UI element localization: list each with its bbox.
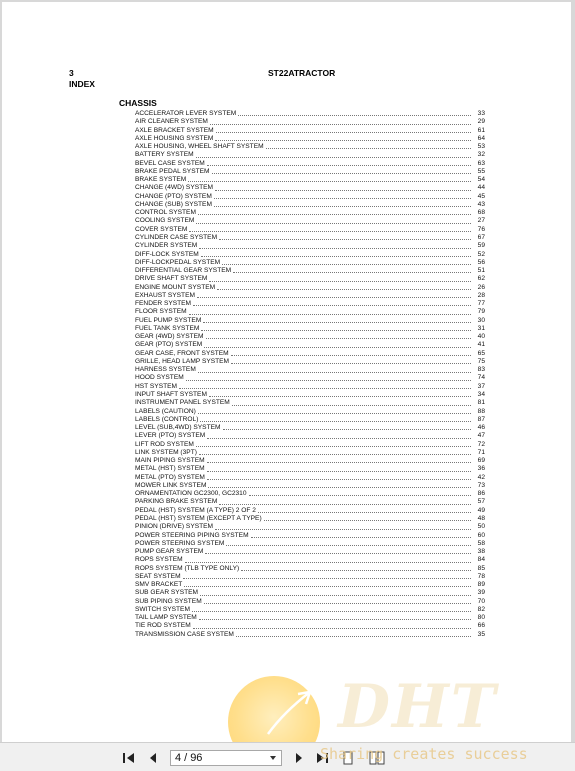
entry-page: 52 xyxy=(477,250,485,258)
index-entry xyxy=(135,284,485,292)
index-entry xyxy=(135,333,485,341)
entry-page: 38 xyxy=(477,548,485,556)
entry-title: METAL (HST) SYSTEM xyxy=(135,465,205,473)
dot-leader xyxy=(214,206,471,207)
entry-title: GEAR (4WD) SYSTEM xyxy=(135,333,204,341)
index-entry xyxy=(135,540,485,548)
entry-page: 33 xyxy=(477,109,485,117)
entry-title: COVER SYSTEM xyxy=(135,225,188,233)
entry-page: 56 xyxy=(477,258,485,266)
dot-leader xyxy=(236,636,471,637)
entry-page: 48 xyxy=(477,515,485,522)
dot-leader xyxy=(217,289,471,290)
entry-page: 87 xyxy=(477,415,485,423)
dot-leader xyxy=(210,124,471,125)
index-entry xyxy=(135,532,485,540)
entry-page: 73 xyxy=(477,481,485,489)
dot-leader xyxy=(231,363,471,364)
dot-leader xyxy=(233,272,471,273)
page-separator: / xyxy=(184,752,188,764)
index-entry xyxy=(135,441,485,449)
index-entry xyxy=(135,507,485,515)
dot-leader xyxy=(232,405,471,406)
entry-title: BRAKE PEDAL SYSTEM xyxy=(135,167,210,175)
dot-leader xyxy=(196,223,471,224)
index-entry xyxy=(135,259,485,267)
dot-leader xyxy=(199,248,471,249)
index-entry xyxy=(135,234,485,242)
entry-title: LIFT ROD SYSTEM xyxy=(135,440,194,448)
entry-page: 26 xyxy=(477,283,485,291)
index-entry xyxy=(135,193,485,201)
index-entry xyxy=(135,184,485,192)
entry-page: 31 xyxy=(477,324,485,332)
entry-page: 61 xyxy=(477,126,485,134)
entry-title: AXLE HOUSING SYSTEM xyxy=(135,134,214,142)
next-page-icon[interactable] xyxy=(292,751,306,765)
entry-page: 50 xyxy=(477,523,485,531)
entry-page: 43 xyxy=(477,200,485,208)
entry-title: CYLINDER CASE SYSTEM xyxy=(135,233,218,241)
dot-leader xyxy=(251,537,471,538)
dot-leader xyxy=(200,595,471,596)
dot-leader xyxy=(193,305,471,306)
index-entry xyxy=(135,300,485,308)
entry-page: 30 xyxy=(477,316,485,324)
entry-page: 28 xyxy=(477,291,485,299)
entry-title: POWER STEERING PIPING SYSTEM xyxy=(135,531,249,539)
index-entry xyxy=(135,631,485,639)
entry-title: AIR CLEANER SYSTEM xyxy=(135,118,208,126)
entry-title: GRILLE, HEAD LAMP SYSTEM xyxy=(135,357,230,365)
entry-page: 88 xyxy=(477,407,485,415)
index-entry xyxy=(135,325,485,333)
index-entry xyxy=(135,317,485,325)
entry-title: SUB GEAR SYSTEM xyxy=(135,589,199,597)
entry-page: 78 xyxy=(477,572,485,580)
entry-title: MOWER LINK SYSTEM xyxy=(135,481,207,489)
index-list xyxy=(135,110,485,639)
dot-leader xyxy=(222,264,471,265)
dot-leader xyxy=(216,132,471,133)
entry-title: FUEL TANK SYSTEM xyxy=(135,324,200,332)
entry-title: DIFFERENTIAL GEAR SYSTEM xyxy=(135,267,232,275)
dot-leader xyxy=(241,570,471,571)
dot-leader xyxy=(219,504,471,505)
index-entry xyxy=(135,217,485,225)
watermark-slogan: Sharing creates success xyxy=(320,745,528,763)
entry-title: SEAT SYSTEM xyxy=(135,572,181,580)
viewer-frame-left xyxy=(0,0,2,742)
index-entry xyxy=(135,424,485,432)
index-entry xyxy=(135,589,485,597)
dot-leader xyxy=(205,553,471,554)
index-entry xyxy=(135,490,485,498)
index-entry xyxy=(135,416,485,424)
index-heading: INDEX xyxy=(69,79,95,89)
dot-leader xyxy=(198,413,471,414)
entry-title: SWITCH SYSTEM xyxy=(135,605,190,613)
dot-leader xyxy=(201,256,471,257)
entry-page: 62 xyxy=(477,275,485,283)
entry-title: ROPS SYSTEM xyxy=(135,556,183,564)
prev-page-icon[interactable] xyxy=(146,751,160,765)
dot-leader xyxy=(231,355,471,356)
index-entry xyxy=(135,375,485,383)
dot-leader xyxy=(198,372,471,373)
entry-title: GEAR CASE, FRONT SYSTEM xyxy=(135,349,229,357)
entry-title: AXLE BRACKET SYSTEM xyxy=(135,126,214,134)
section-heading: CHASSIS xyxy=(119,98,157,108)
entry-page: 82 xyxy=(477,605,485,613)
index-entry xyxy=(135,341,485,349)
dot-leader xyxy=(189,231,471,232)
entry-title: HOOD SYSTEM xyxy=(135,374,184,382)
index-entry xyxy=(135,622,485,630)
entry-title: PARKING BRAKE SYSTEM xyxy=(135,498,218,506)
dot-leader xyxy=(199,619,471,620)
dot-leader xyxy=(207,438,471,439)
entry-title: LINK SYSTEM (3PT) xyxy=(135,448,197,456)
entry-title: BEVEL CASE SYSTEM xyxy=(135,159,205,167)
entry-page: 64 xyxy=(477,134,485,142)
index-entry xyxy=(135,498,485,506)
dot-leader xyxy=(207,471,471,472)
entry-title: LEVEL (SUB,4WD) SYSTEM xyxy=(135,424,221,432)
dot-leader xyxy=(215,529,471,530)
entry-title: CHANGE (SUB) SYSTEM xyxy=(135,200,212,208)
index-entry xyxy=(135,209,485,217)
dot-leader xyxy=(214,198,471,199)
chevron-down-icon xyxy=(270,756,276,760)
entry-page: 37 xyxy=(477,382,485,390)
entry-page: 55 xyxy=(477,167,485,175)
index-entry xyxy=(135,135,485,143)
entry-title: FUEL PUMP SYSTEM xyxy=(135,316,202,324)
dot-leader xyxy=(197,297,471,298)
entry-title: ENGINE MOUNT SYSTEM xyxy=(135,283,216,291)
entry-title: MAIN PIPING SYSTEM xyxy=(135,457,205,465)
dot-leader xyxy=(209,281,471,282)
entry-title: LABELS (CAUTION) xyxy=(135,407,196,415)
entry-page: 51 xyxy=(477,267,485,275)
page-selector[interactable] xyxy=(170,750,282,766)
entry-page: 47 xyxy=(477,432,485,440)
entry-page: 41 xyxy=(477,341,485,349)
dot-leader xyxy=(207,462,471,463)
index-entry xyxy=(135,432,485,440)
index-entry xyxy=(135,482,485,490)
entry-page: 77 xyxy=(477,300,485,308)
entry-page: 49 xyxy=(477,506,485,514)
dot-leader xyxy=(223,429,472,430)
index-entry xyxy=(135,110,485,118)
entry-page: 68 xyxy=(477,209,485,217)
entry-page: 34 xyxy=(477,391,485,399)
dot-leader xyxy=(198,214,471,215)
entry-page: 39 xyxy=(477,589,485,597)
dot-leader xyxy=(193,628,471,629)
viewer-toolbar xyxy=(0,742,575,771)
index-entry xyxy=(135,308,485,316)
index-entry xyxy=(135,143,485,151)
index-entry xyxy=(135,292,485,300)
entry-page: 46 xyxy=(477,424,485,432)
entry-title: DIFF-LOCK SYSTEM xyxy=(135,250,199,258)
index-entry xyxy=(135,606,485,614)
index-entry xyxy=(135,251,485,259)
dot-leader xyxy=(212,173,471,174)
index-entry xyxy=(135,465,485,473)
entry-title: HARNESS SYSTEM xyxy=(135,366,196,374)
dot-leader xyxy=(189,314,471,315)
index-entry xyxy=(135,399,485,407)
dot-leader xyxy=(226,545,471,546)
entry-page: 42 xyxy=(477,473,485,481)
index-entry xyxy=(135,226,485,234)
entry-title: EXHAUST SYSTEM xyxy=(135,291,195,299)
dot-leader xyxy=(264,520,471,521)
dot-leader xyxy=(201,330,471,331)
entry-title: SUB PIPING SYSTEM xyxy=(135,597,202,605)
entry-title: TIE ROD SYSTEM xyxy=(135,622,191,630)
index-entry xyxy=(135,391,485,399)
index-entry xyxy=(135,548,485,556)
dot-leader xyxy=(208,487,471,488)
dot-leader xyxy=(204,347,471,348)
entry-page: 35 xyxy=(477,630,485,638)
index-entry xyxy=(135,242,485,250)
watermark-logo-text: DHT xyxy=(338,672,498,742)
dot-leader xyxy=(196,157,471,158)
dot-leader xyxy=(204,603,471,604)
entry-page: 70 xyxy=(477,597,485,605)
entry-title: HST SYSTEM xyxy=(135,382,178,390)
entry-title: BRAKE SYSTEM xyxy=(135,176,187,184)
entry-title: FLOOR SYSTEM xyxy=(135,308,187,316)
dot-leader xyxy=(209,396,471,397)
entry-page: 79 xyxy=(477,308,485,316)
index-entry xyxy=(135,350,485,358)
entry-title: POWER STEERING SYSTEM xyxy=(135,539,225,547)
entry-page: 71 xyxy=(477,448,485,456)
index-entry xyxy=(135,515,485,523)
entry-page: 81 xyxy=(477,399,485,407)
entry-title: SMV BRACKET xyxy=(135,581,183,589)
entry-title: TAIL LAMP SYSTEM xyxy=(135,614,197,622)
entry-page: 40 xyxy=(477,333,485,341)
arrow-icon xyxy=(258,682,318,742)
index-entry xyxy=(135,275,485,283)
entry-page: 86 xyxy=(477,490,485,498)
index-entry xyxy=(135,614,485,622)
index-entry xyxy=(135,358,485,366)
entry-page: 75 xyxy=(477,357,485,365)
entry-page: 27 xyxy=(477,217,485,225)
entry-page: 83 xyxy=(477,366,485,374)
dot-leader xyxy=(215,190,471,191)
current-page: 4 xyxy=(175,752,182,764)
entry-title: PEDAL (HST) SYSTEM (EXCEPT A TYPE) xyxy=(135,515,262,522)
entry-title: LEVER (PTO) SYSTEM xyxy=(135,432,206,440)
entry-page: 66 xyxy=(477,622,485,630)
entry-page: 58 xyxy=(477,539,485,547)
entry-title: ROPS SYSTEM (TLB TYPE ONLY) xyxy=(135,564,240,572)
index-entry xyxy=(135,449,485,457)
dot-leader xyxy=(219,239,471,240)
entry-title: CHANGE (PTO) SYSTEM xyxy=(135,192,212,200)
index-entry xyxy=(135,565,485,573)
entry-title: PINION (DRIVE) SYSTEM xyxy=(135,523,214,531)
index-entry xyxy=(135,523,485,531)
entry-title: LABELS (CONTROL) xyxy=(135,415,199,423)
entry-page: 72 xyxy=(477,440,485,448)
index-entry xyxy=(135,383,485,391)
index-entry xyxy=(135,474,485,482)
entry-title: BATTERY SYSTEM xyxy=(135,151,194,159)
entry-title: ORNAMENTATION GC2300, GC2310 xyxy=(135,490,247,498)
index-entry xyxy=(135,267,485,275)
index-entry xyxy=(135,160,485,168)
index-entry xyxy=(135,118,485,126)
viewer-frame-right xyxy=(571,0,575,742)
entry-title: DRIVE SHAFT SYSTEM xyxy=(135,275,208,283)
dot-leader xyxy=(185,562,471,563)
index-entry xyxy=(135,598,485,606)
entry-page: 63 xyxy=(477,159,485,167)
entry-page: 69 xyxy=(477,457,485,465)
dot-leader xyxy=(184,586,471,587)
dot-leader xyxy=(238,115,471,116)
entry-title: ACCELERATOR LEVER SYSTEM xyxy=(135,109,237,117)
entry-title: PEDAL (HST) SYSTEM (A TYPE) 2 OF 2 xyxy=(135,506,256,514)
dot-leader xyxy=(203,322,471,323)
entry-page: 67 xyxy=(477,233,485,241)
index-entry xyxy=(135,408,485,416)
index-entry xyxy=(135,176,485,184)
dot-leader xyxy=(249,495,471,496)
entry-title: METAL (PTO) SYSTEM xyxy=(135,473,205,481)
entry-page: 80 xyxy=(477,614,485,622)
entry-page: 36 xyxy=(477,465,485,473)
index-entry xyxy=(135,457,485,465)
entry-page: 85 xyxy=(477,564,485,572)
dot-leader xyxy=(215,140,471,141)
total-pages: 96 xyxy=(190,752,203,764)
index-entry xyxy=(135,366,485,374)
entry-title: INPUT SHAFT SYSTEM xyxy=(135,391,207,399)
dot-leader xyxy=(199,454,471,455)
entry-page: 54 xyxy=(477,176,485,184)
entry-page: 44 xyxy=(477,184,485,192)
entry-title: CHANGE (4WD) SYSTEM xyxy=(135,184,214,192)
index-entry xyxy=(135,151,485,159)
index-entry xyxy=(135,127,485,135)
entry-page: 53 xyxy=(477,143,485,151)
entry-page: 89 xyxy=(477,581,485,589)
entry-title: AXLE HOUSING, WHEEL SHAFT SYSTEM xyxy=(135,143,264,151)
entry-page: 60 xyxy=(477,531,485,539)
page-number: 3 xyxy=(69,68,74,78)
entry-title: CONTROL SYSTEM xyxy=(135,209,196,217)
entry-title: TRANSMISSION CASE SYSTEM xyxy=(135,630,234,638)
entry-title: GEAR (PTO) SYSTEM xyxy=(135,341,203,349)
dot-leader xyxy=(192,611,471,612)
entry-page: 76 xyxy=(477,225,485,233)
entry-page: 84 xyxy=(477,556,485,564)
entry-title: DIFF-LOCKPEDAL SYSTEM xyxy=(135,258,221,266)
dot-leader xyxy=(207,479,471,480)
entry-page: 45 xyxy=(477,192,485,200)
entry-page: 65 xyxy=(477,349,485,357)
index-entry xyxy=(135,556,485,564)
dot-leader xyxy=(266,148,471,149)
dot-leader xyxy=(258,512,471,513)
dot-leader xyxy=(179,388,471,389)
entry-page: 59 xyxy=(477,242,485,250)
dot-leader xyxy=(188,181,471,182)
dot-leader xyxy=(186,380,471,381)
entry-page: 29 xyxy=(477,118,485,126)
viewer-frame-top xyxy=(0,0,575,2)
dot-leader xyxy=(183,578,471,579)
index-entry xyxy=(135,573,485,581)
entry-title: CYLINDER SYSTEM xyxy=(135,242,198,250)
entry-page: 32 xyxy=(477,151,485,159)
dot-leader xyxy=(200,421,471,422)
entry-page: 57 xyxy=(477,498,485,506)
dot-leader xyxy=(207,165,471,166)
entry-title: COOLING SYSTEM xyxy=(135,217,195,225)
entry-title: PUMP GEAR SYSTEM xyxy=(135,548,204,556)
index-entry xyxy=(135,168,485,176)
entry-title: FENDER SYSTEM xyxy=(135,300,192,308)
watermark xyxy=(228,672,573,742)
first-page-icon[interactable] xyxy=(121,751,137,765)
dot-leader xyxy=(206,338,471,339)
document-title: ST22ATRACTOR xyxy=(268,68,336,78)
entry-page: 74 xyxy=(477,374,485,382)
entry-title: INSTRUMENT PANEL SYSTEM xyxy=(135,399,230,407)
dot-leader xyxy=(196,446,471,447)
index-entry xyxy=(135,581,485,589)
index-entry xyxy=(135,201,485,209)
